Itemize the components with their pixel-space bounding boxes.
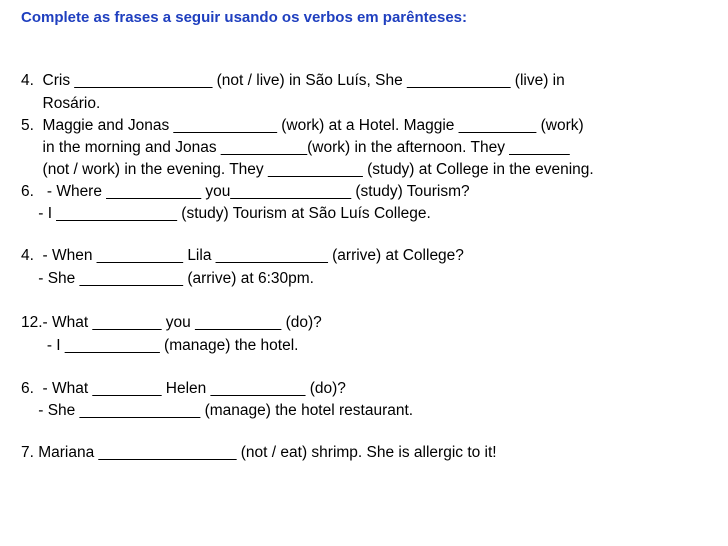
exercise-line: 7. Mariana ________________ (not / eat) shrimp. She is allergic to it! [21,444,497,461]
exercise-line: (not / work) in the evening. They ___________ (study) at College in the evening. [21,161,594,178]
exercise-line: - I ___________ (manage) the hotel. [21,337,299,354]
exercise-line: in the morning and Jonas __________(work) in the afternoon. They _______ [21,139,570,156]
exercise-line: 12.- What ________ you __________ (do)? [21,314,322,331]
worksheet-title: Complete as frases a seguir usando os verbos em parênteses: [21,9,468,26]
exercise-line: 4. - When __________ Lila _____________ (arrive) at College? [21,247,464,264]
exercise-line: 5. Maggie and Jonas ____________ (work) at a Hotel. Maggie _________ (work) [21,117,584,134]
exercise-line: 6. - What ________ Helen ___________ (do)? [21,380,346,397]
exercise-line: - I ______________ (study) Tourism at São Luís College. [21,205,431,222]
exercise-line: - She ____________ (arrive) at 6:30pm. [21,270,314,287]
exercise-line: - She ______________ (manage) the hotel restaurant. [21,402,414,419]
exercise-line: 4. Cris ________________ (not / live) in São Luís, She ____________ (live) in [21,72,565,89]
exercise-line: Rosário. [21,95,101,112]
exercise-line: 6. - Where ___________ you______________ (study) Tourism? [21,183,470,200]
